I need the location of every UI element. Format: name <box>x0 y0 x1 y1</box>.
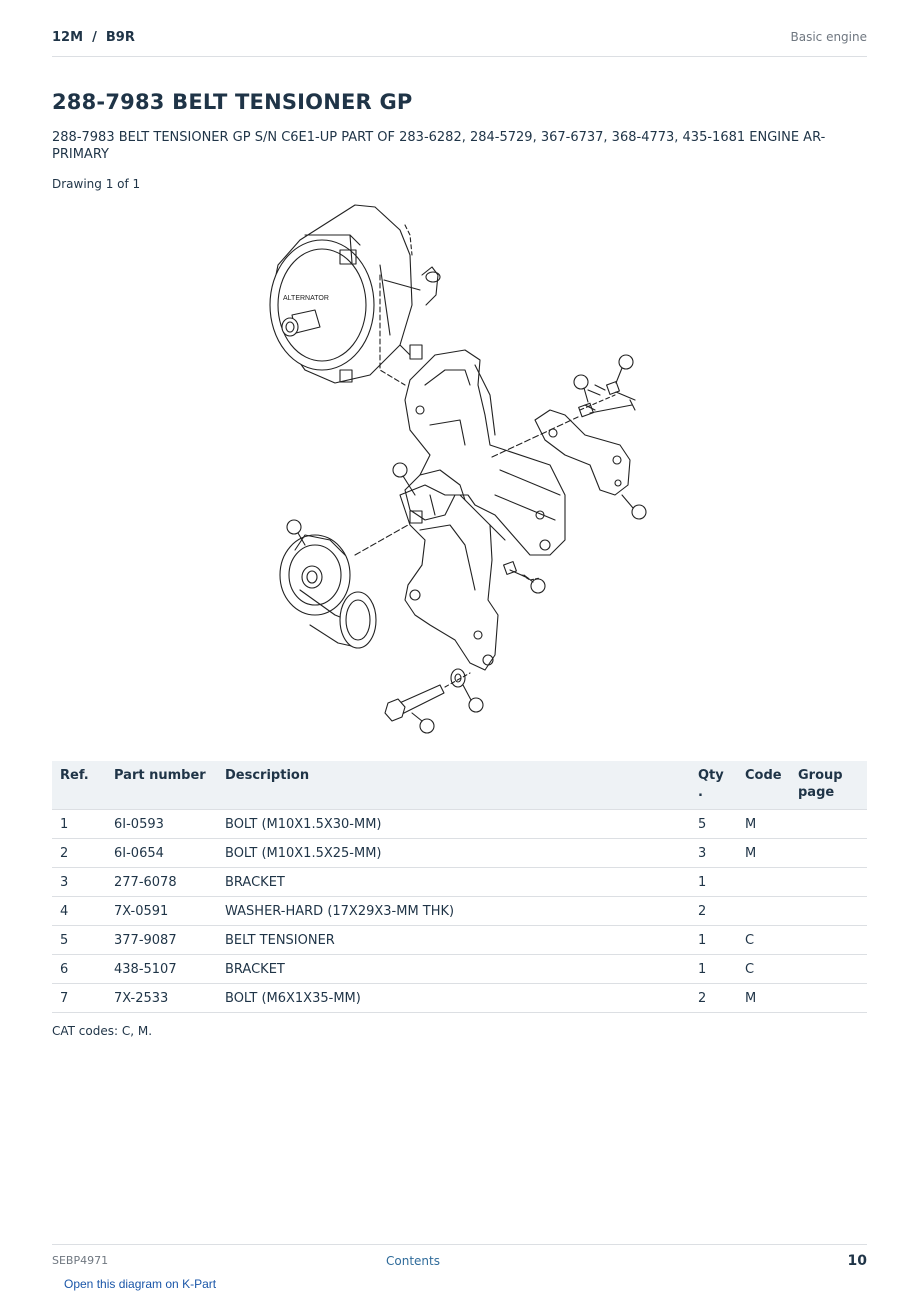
cell-group-page <box>790 955 867 984</box>
cell-description: BOLT (M10X1.5X25-MM) <box>217 839 690 868</box>
main-bracket-drawing <box>405 350 565 555</box>
cell-ref: 2 <box>52 839 106 868</box>
col-part-number: Part number <box>106 761 217 810</box>
cell-group-page <box>790 868 867 897</box>
cell-part-number: 7X-2533 <box>106 984 217 1013</box>
contents-link[interactable]: Contents <box>386 1254 440 1268</box>
cell-ref: 7 <box>52 984 106 1013</box>
table-row <box>52 926 867 955</box>
lower-bracket-drawing <box>400 485 505 670</box>
cell-qty: 1 <box>690 868 737 897</box>
cell-part-number: 277-6078 <box>106 868 217 897</box>
drawing-label: Drawing 1 of 1 <box>52 177 141 191</box>
col-qty: Qty. <box>690 761 737 810</box>
cell-qty: 3 <box>690 839 737 868</box>
col-group-page: Group page <box>790 761 867 810</box>
cell-code: M <box>737 810 790 839</box>
cell-part-number: 6I-0593 <box>106 810 217 839</box>
cell-code: C <box>737 926 790 955</box>
alternator-drawing <box>270 205 440 383</box>
cell-ref: 6 <box>52 955 106 984</box>
cell-group-page <box>790 810 867 839</box>
cell-description: BOLT (M6X1X35-MM) <box>217 984 690 1013</box>
bolt-drawings-top <box>492 382 635 457</box>
cell-group-page <box>790 984 867 1013</box>
table-row <box>52 868 867 897</box>
cell-group-page <box>790 897 867 926</box>
belt-tensioner-drawing <box>280 525 408 648</box>
parts-table <box>52 761 867 1013</box>
col-code: Code <box>737 761 790 810</box>
cell-ref: 1 <box>52 810 106 839</box>
cell-code <box>737 868 790 897</box>
cell-part-number: 7X-0591 <box>106 897 217 926</box>
page-header <box>52 28 867 57</box>
cell-ref: 3 <box>52 868 106 897</box>
cell-description: BRACKET <box>217 955 690 984</box>
cell-group-page <box>790 839 867 868</box>
cell-qty: 2 <box>690 897 737 926</box>
table-row <box>52 897 867 926</box>
table-row <box>52 955 867 984</box>
cat-codes-note: CAT codes: C, M. <box>52 1024 153 1038</box>
cell-part-number: 438-5107 <box>106 955 217 984</box>
alternator-label: ALTERNATOR <box>283 295 329 302</box>
cell-ref: 5 <box>52 926 106 955</box>
col-description: Description <box>217 761 690 810</box>
bottom-bolt-drawing <box>385 669 470 721</box>
cell-qty: 5 <box>690 810 737 839</box>
document-id: SEBP4971 <box>52 1254 109 1267</box>
kpart-diagram-link[interactable]: Open this diagram on K-Part <box>64 1277 217 1291</box>
cell-code: M <box>737 839 790 868</box>
table-row <box>52 984 867 1013</box>
group-description: 288-7983 BELT TENSIONER GP S/N C6E1-UP PART OF 283-6282, 284-5729, 367-6737, 368-4773, 435-1681 ENGINE AR-PRIMARY <box>52 130 826 162</box>
table-header-row <box>52 761 867 810</box>
cell-qty: 1 <box>690 955 737 984</box>
page-footer <box>52 1244 867 1275</box>
page-title: 288-7983 BELT TENSIONER GP <box>52 90 413 114</box>
cell-description: BOLT (M10X1.5X30-MM) <box>217 810 690 839</box>
cell-ref: 4 <box>52 897 106 926</box>
cell-qty: 1 <box>690 926 737 955</box>
table-row <box>52 810 867 839</box>
cell-part-number: 6I-0654 <box>106 839 217 868</box>
cell-description: BELT TENSIONER <box>217 926 690 955</box>
cell-description: WASHER-HARD (17X29X3-MM THK) <box>217 897 690 926</box>
side-bracket-drawing <box>535 410 630 495</box>
breadcrumb: 12M / B9R <box>52 30 135 45</box>
table-row <box>52 839 867 868</box>
callout-markers <box>287 355 646 733</box>
col-ref: Ref. <box>52 761 106 810</box>
cell-code <box>737 897 790 926</box>
cell-part-number: 377-9087 <box>106 926 217 955</box>
parts-diagram <box>260 195 660 745</box>
page-number: 10 <box>847 1253 867 1269</box>
cell-code: M <box>737 984 790 1013</box>
section-name: Basic engine <box>790 30 867 44</box>
cell-code: C <box>737 955 790 984</box>
cell-qty: 2 <box>690 984 737 1013</box>
cell-group-page <box>790 926 867 955</box>
cell-description: BRACKET <box>217 868 690 897</box>
